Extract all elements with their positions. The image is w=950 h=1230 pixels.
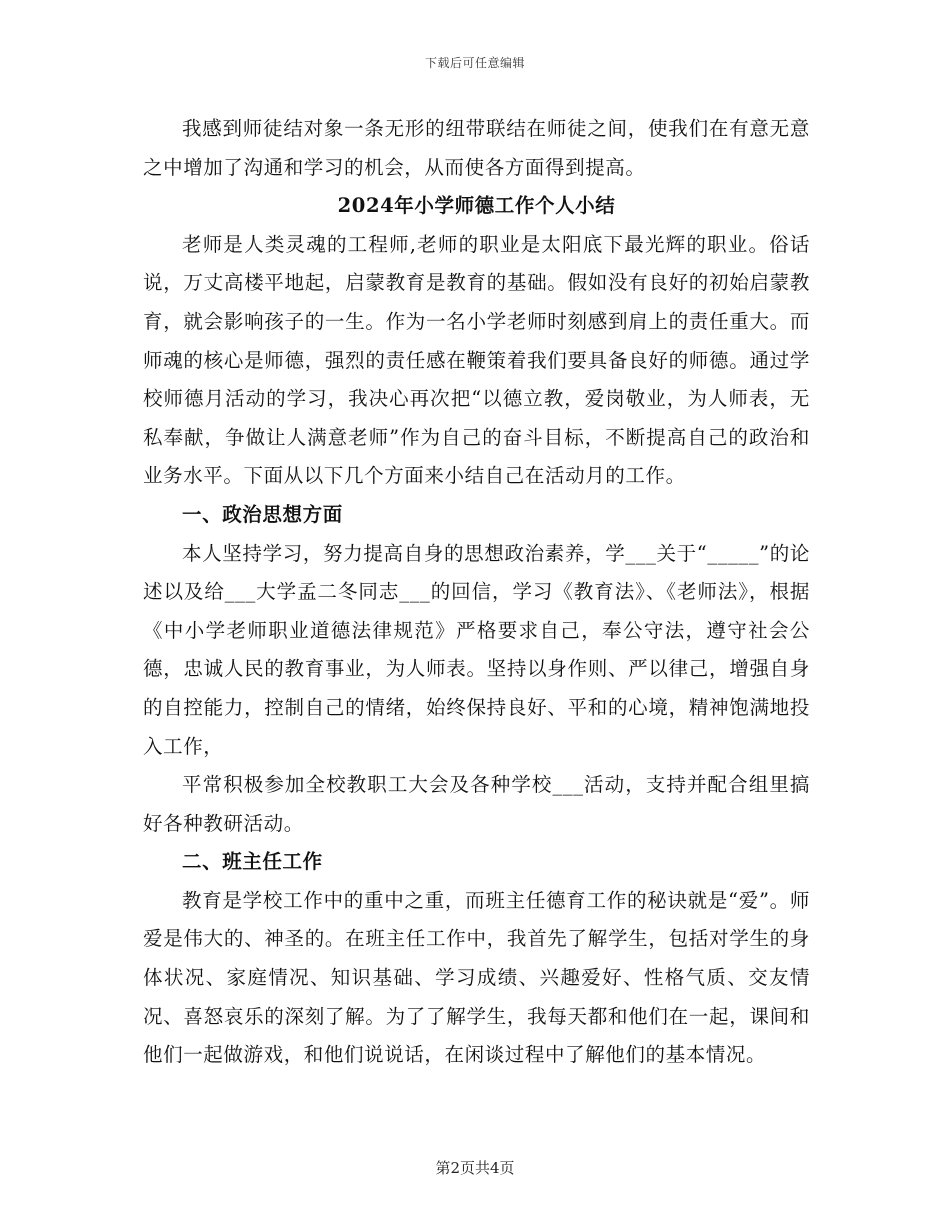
page-number-footer: 第2页共4页 [435,1159,515,1177]
paragraph-class-teacher-1: 教育是学校工作中的重中之重，而班主任德育工作的秘诀就是“爱”。师爱是伟大的、神圣的。在班主任工作中，我首先了解学生，包括对学生的身体状况、家庭情况、知识基础、学习成绩、兴趣爱好、性格气质、交友情况、喜怒哀乐的深刻了解。为了了解学生，我每天都和他们在一起，课间和他们一起做游戏，和他们说说话，在闲谈过程中了解他们的基本情况。 [143,888,810,1067]
paragraph-opening: 老师是人类灵魂的工程师,老师的职业是太阳底下最光辉的职业。俗话说，万丈高楼平地起，启蒙教育是教育的基础。假如没有良好的初始启蒙教育，就会影响孩子的一生。作为一名小学老师时刻感到肩上的责任重大。而师魂的核心是师德，强烈的责任感在鞭策着我们要具备良好的师德。通过学校师德月活动的学习，我决心再次把“以德立教，爱岗敬业，为人师表，无私奉献，争做让人满意老师”作为自己的奋斗目标，不断提高自己的政治和业务水平。下面从以下几个方面来小结自己在活动月的工作。 [143,232,810,488]
section-heading-political: 一、政治思想方面 [182,502,343,526]
document-title: 2024年小学师德工作个人小结 [337,194,616,218]
paragraph-political-1: 本人坚持学习，努力提高自身的思想政治素养，学___关于“_____”的论述以及给___大学孟二冬同志___的回信，学习《教育法》、《老师法》，根据《中小学老师职业道德法律规范》严格要求自己，奉公守法，遵守社会公德，忠诚人民的教育事业，为人师表。坚持以身作则、严以律己，增强自身的自控能力，控制自己的情绪，始终保持良好、平和的心境，精神饱满地投入工作， [143,541,810,758]
intro-paragraph: 我感到师徒结对象一条无形的纽带联结在师徒之间，使我们在有意无意之中增加了沟通和学习的机会，从而使各方面得到提高。 [143,117,810,179]
section-heading-class-teacher: 二、班主任工作 [182,850,323,874]
document-body [143,110,810,1075]
page-header-note: 下载后可任意编辑 [424,56,525,70]
paragraph-political-2: 平常积极参加全校教职工大会及各种学校___活动，支持并配合组里搞好各种教研活动。 [143,773,810,835]
